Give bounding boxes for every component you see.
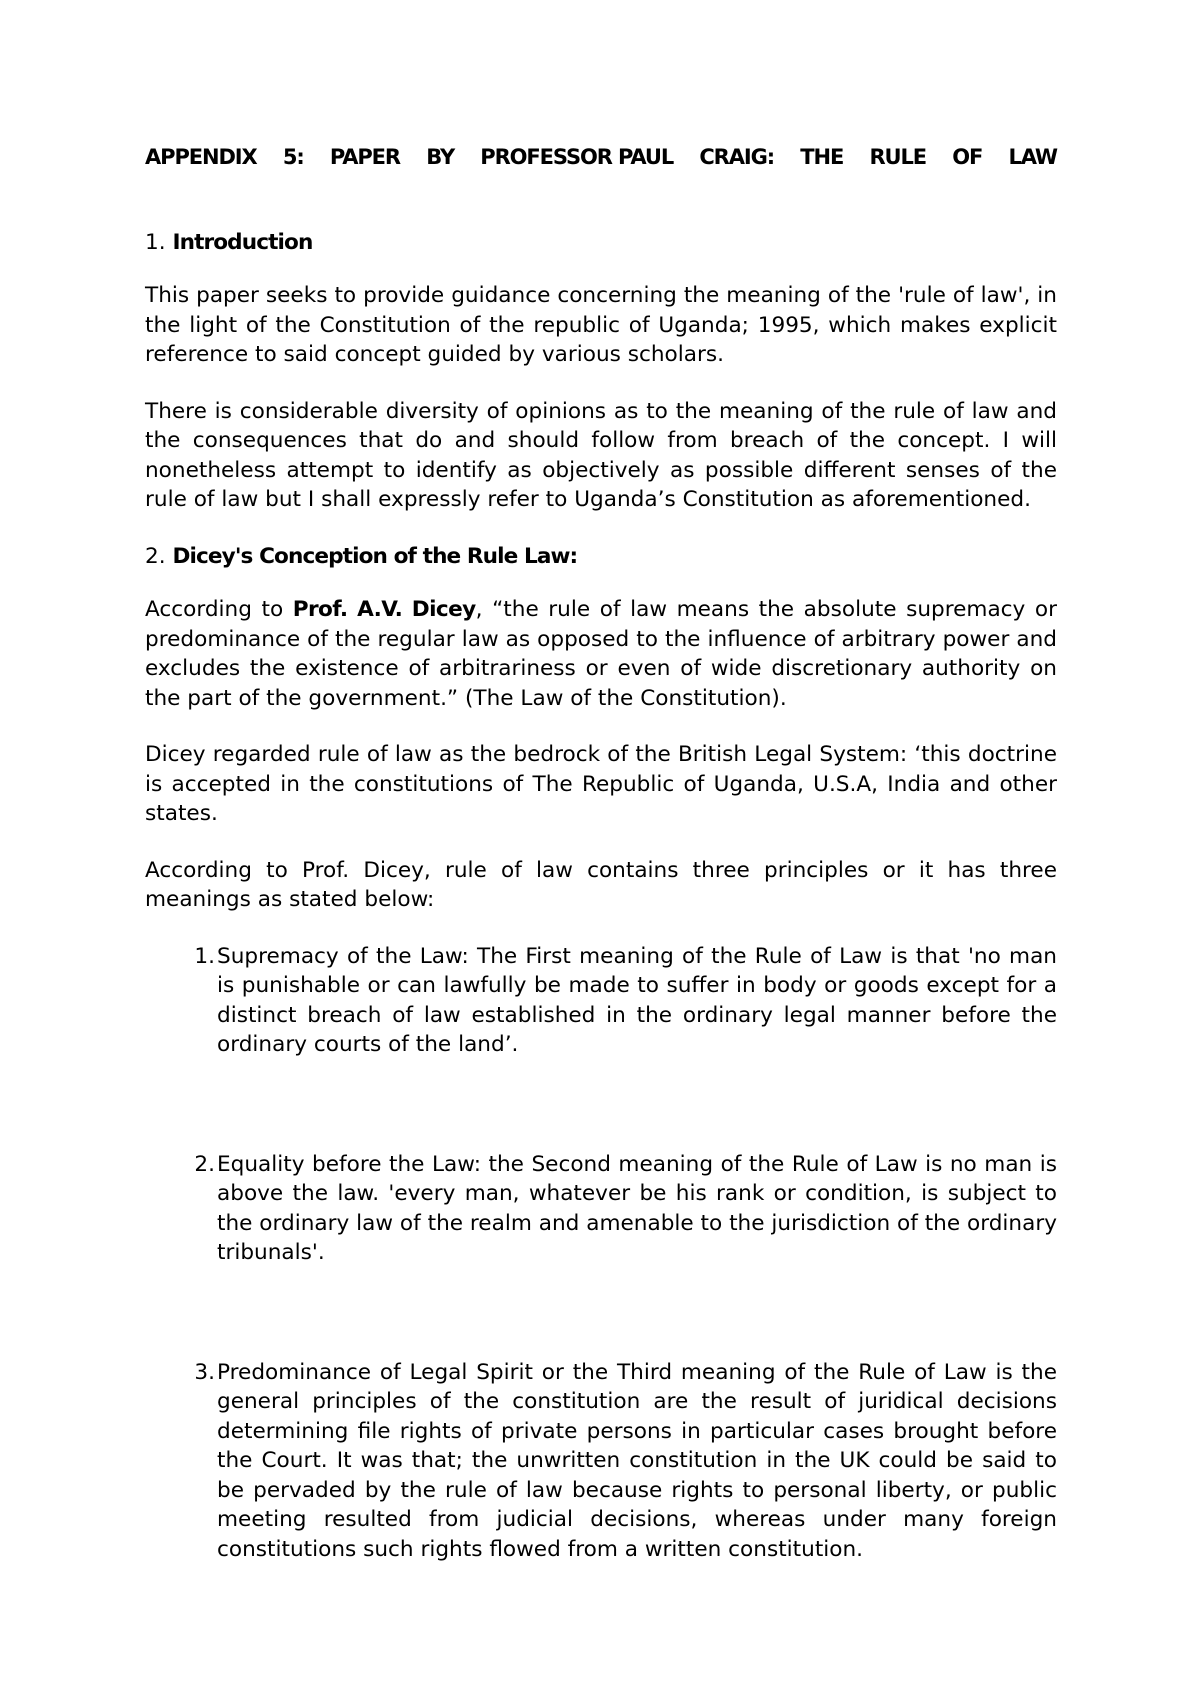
list-item-text: Supremacy of the Law: The First meaning of the Rule of Law is that 'no man is punishable or can lawfully be made to suffer in body or goods except for a distinct breach of law established in the ordinary legal manner before the ordinary courts of the land’. <box>217 943 1057 1057</box>
intro-paragraph-2: There is considerable diversity of opinions as to the meaning of the rule of law and the consequences that do and should follow from breach of the concept. I will nonetheless attempt to identify as objectively as possible different senses of the rule of law but I shall expressly refer to Uganda’s Constitution as aforementioned. <box>145 398 1057 512</box>
heading-word: LAW <box>1008 145 1057 169</box>
list-marker: 2. <box>194 1151 215 1177</box>
list-item-text: Equality before the Law: the Second meaning of the Rule of Law is no man is above the law. 'every man, whatever be his rank or condition, is subject to the ordinary law of the realm and amenable to the jurisdiction of the ordinary tribunals'. <box>217 1151 1057 1265</box>
principles-paragraph: According to Prof. Dicey, rule of law contains three principles or it has three meanings as stated below: <box>145 857 1057 912</box>
section-2-heading <box>145 542 1057 572</box>
heading-word: APPENDIX <box>145 145 257 169</box>
section-1-heading <box>145 228 1057 258</box>
list-item <box>145 1358 1057 1565</box>
quote-author: Prof. A.V. Dicey <box>292 597 476 622</box>
section-number: 1. <box>145 229 173 255</box>
list-item <box>145 942 1057 1060</box>
bedrock-paragraph: Dicey regarded rule of law as the bedrock of the British Legal System: ‘this doctrine is accepted in the constitutions of The Republic of Uganda, U.S.A, India and other states. <box>145 742 1057 826</box>
heading-word: RULE <box>869 145 926 169</box>
heading-word: PAPER <box>329 145 400 169</box>
meanings-list <box>145 942 1057 1565</box>
heading-word: OF <box>952 145 983 169</box>
intro-paragraph-1: This paper seeks to provide guidance concerning the meaning of the 'rule of law', in the light of the Constitution of the republic of Uganda; 1995, which makes explicit reference to said concept guided by various scholars. <box>145 283 1057 367</box>
section-title: Introduction <box>172 229 313 255</box>
heading-word: 5: <box>282 145 304 169</box>
quote-intro: According to <box>145 597 293 622</box>
heading-word: BY <box>426 145 455 169</box>
list-marker: 1. <box>194 943 215 969</box>
heading-word: THE <box>800 145 844 169</box>
list-item <box>145 1150 1057 1268</box>
section-number: 2. <box>145 543 173 569</box>
heading-word: CRAIG: <box>699 145 775 169</box>
heading-word: PROFESSOR PAUL <box>480 145 674 169</box>
list-marker: 3. <box>194 1359 215 1385</box>
quote-text: , “the rule of law means the absolute supremacy or predominance of the regular law as opposed to the influence of arbitrary power and excludes the existence of arbitrariness or even of wide discretionary authority on the part of the government.” (The Law of the Constitution). <box>145 597 1057 711</box>
document-heading <box>145 143 1057 173</box>
dicey-quote-paragraph <box>145 595 1057 713</box>
section-title: Dicey's Conception of the Rule Law: <box>172 543 578 569</box>
list-item-text: Predominance of Legal Spirit or the Third meaning of the Rule of Law is the general principles of the constitution are the result of juridical decisions determining file rights of private persons in particular cases brought before the Court. It was that; the unwritten constitution in the UK could be said to be pervaded by the rule of law because rights to personal liberty, or public meeting resulted from judicial decisions, whereas under many foreign constitutions such rights flowed from a written constitution. <box>217 1359 1057 1562</box>
